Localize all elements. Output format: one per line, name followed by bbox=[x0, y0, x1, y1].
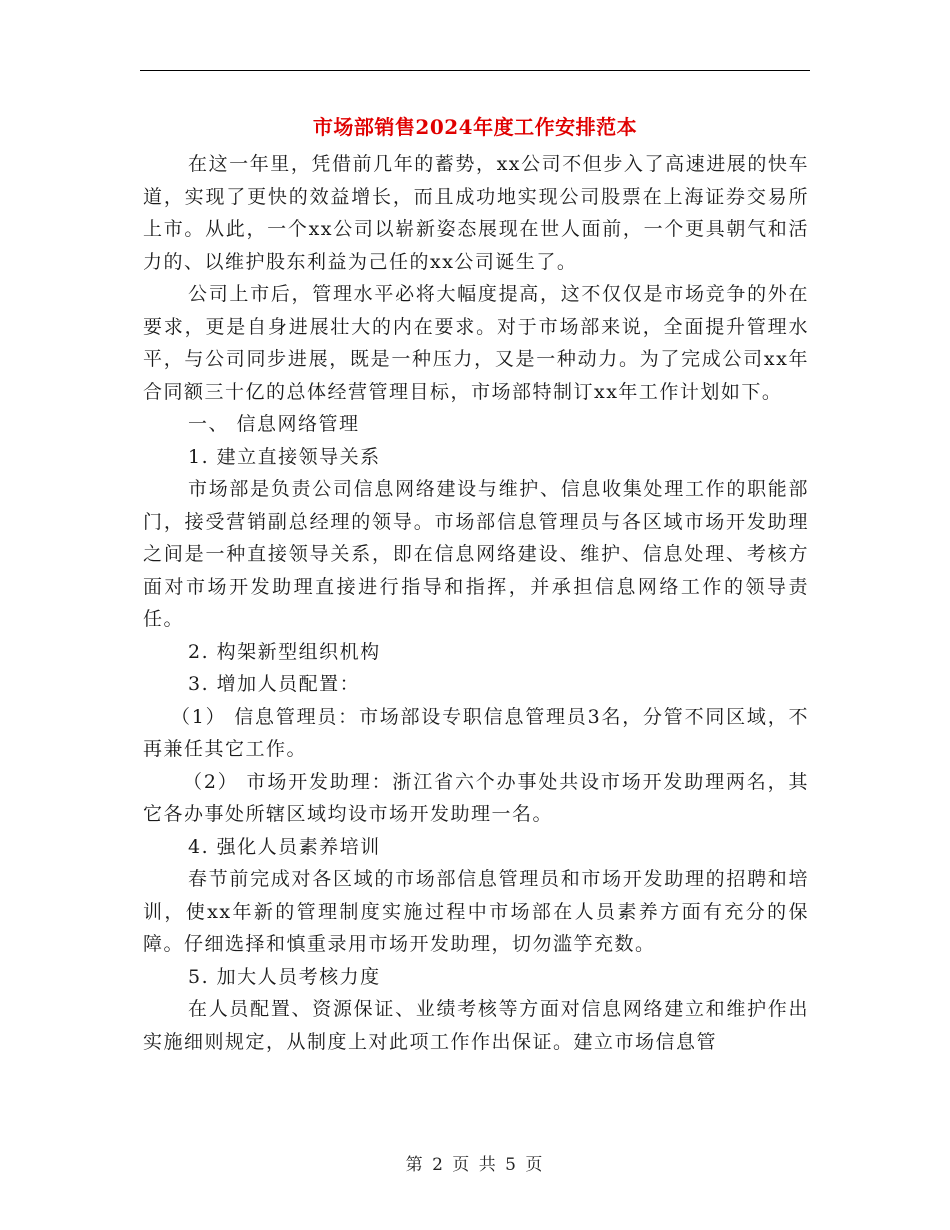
list-item-info-manager: （1） 信息管理员：市场部设专职信息管理员3名，分管不同区域，不再兼任其它工作。 bbox=[143, 705, 809, 760]
subheading-1: 1. 建立直接领导关系 bbox=[188, 445, 381, 468]
subheading-5: 5. 加大人员考核力度 bbox=[188, 965, 381, 988]
subheading-2: 2. 构架新型组织机构 bbox=[188, 640, 381, 663]
subheading-4: 4. 强化人员素养培训 bbox=[188, 835, 381, 858]
paragraph-leadership: 市场部是负责公司信息网络建设与维护、信息收集处理工作的职能部门，接受营销副总经理的领导。市场部信息管理员与各区域市场开发助理之间是一种直接领导关系，即在信息网络建设、维护、信息处理、考核方面对市场开发助理直接进行指导和指挥，并承担信息网络工作的领导责任。 bbox=[143, 478, 809, 630]
subheading-3: 3. 增加人员配置： bbox=[188, 673, 361, 695]
paragraph-listing: 公司上市后，管理水平必将大幅度提高，这不仅仅是市场竞争的外在要求，更是自身进展壮大的内在要求。对于市场部来说，全面提升管理水平，与公司同步进展，既是一种压力，又是一种动力。为了完成公司xx年合同额三十亿的总体经营管理目标，市场部特制订xx年工作计划如下。 bbox=[143, 283, 809, 403]
page-footer: 第 2 页 共 5 页 bbox=[405, 1155, 545, 1175]
document-body bbox=[143, 148, 809, 1058]
paragraph-intro: 在这一年里，凭借前几年的蓄势，xx公司不但步入了高速进展的快车道，实现了更快的效益增长，而且成功地实现公司股票在上海证券交易所上市。从此，一个xx公司以崭新姿态展现在世人面前，一个更具朝气和活力的、以维护股东利益为己任的xx公司诞生了。 bbox=[143, 153, 809, 273]
section-heading-info-network: 一、 信息网络管理 bbox=[188, 413, 360, 435]
document-title: 市场部销售2024年度工作安排范本 bbox=[312, 115, 638, 139]
paragraph-assessment: 在人员配置、资源保证、业绩考核等方面对信息网络建立和维护作出实施细则规定，从制度上对此项工作作出保证。建立市场信息管 bbox=[143, 998, 809, 1053]
header-rule bbox=[140, 70, 810, 71]
list-item-market-assistant: （2） 市场开发助理：浙江省六个办事处共设市场开发助理两名，其它各办事处所辖区域均设市场开发助理一名。 bbox=[143, 770, 809, 825]
paragraph-training: 春节前完成对各区域的市场部信息管理员和市场开发助理的招聘和培训，使xx年新的管理制度实施过程中市场部在人员素养方面有充分的保障。仔细选择和慎重录用市场开发助理，切勿滥竽充数。 bbox=[143, 868, 809, 955]
